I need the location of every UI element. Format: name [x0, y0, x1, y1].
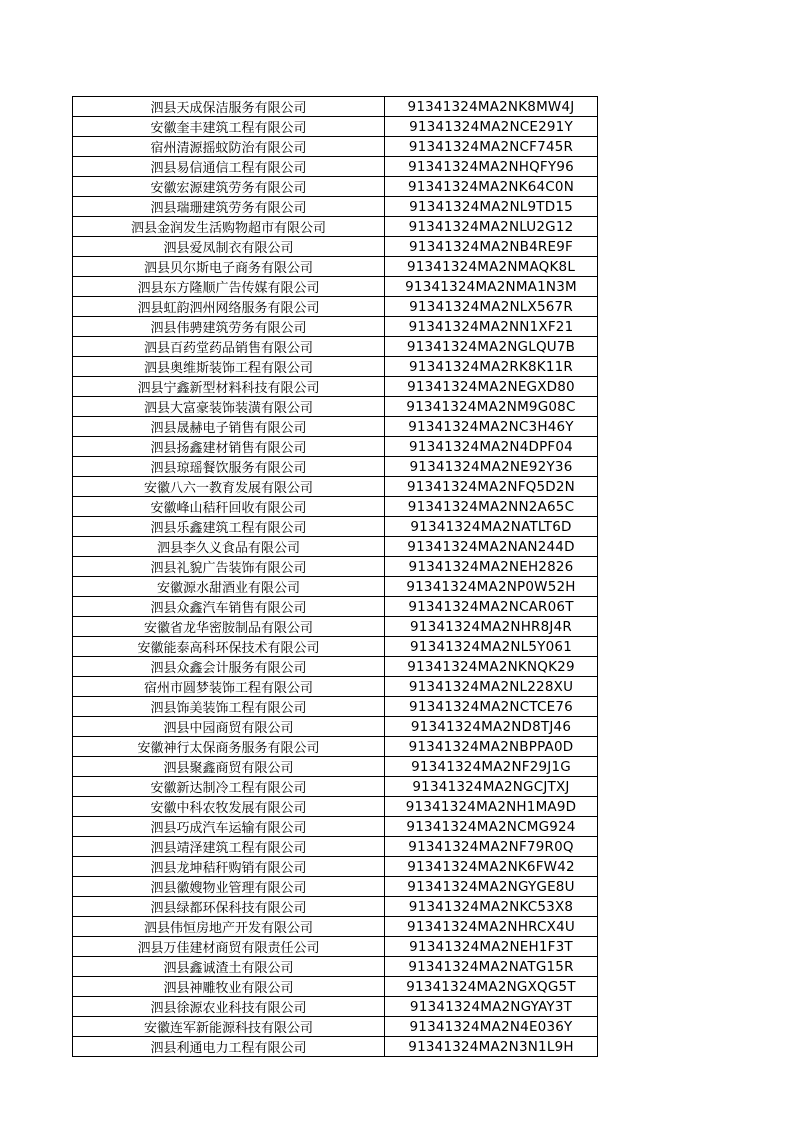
- credit-code-cell: 91341324MA2NF29J1G: [385, 757, 598, 777]
- table-row: [73, 197, 598, 217]
- table-row: [73, 957, 598, 977]
- credit-code-cell: 91341324MA2RK8K11R: [385, 357, 598, 377]
- table-row: [73, 337, 598, 357]
- credit-code-cell: 91341324MA2NGYGE8U: [385, 877, 598, 897]
- credit-code-cell: 91341324MA2NF79R0Q: [385, 837, 598, 857]
- table-row: [73, 457, 598, 477]
- company-name-cell: 泗县天成保洁服务有限公司: [73, 97, 385, 117]
- table-row: [73, 137, 598, 157]
- company-name-cell: 泗县龙坤秸秆购销有限公司: [73, 857, 385, 877]
- company-name-cell: 泗县宁鑫新型材料科技有限公司: [73, 377, 385, 397]
- table-row: [73, 537, 598, 557]
- company-name-cell: 泗县乐鑫建筑工程有限公司: [73, 517, 385, 537]
- table-row: [73, 1037, 598, 1057]
- company-name-cell: 安徽宏源建筑劳务有限公司: [73, 177, 385, 197]
- credit-code-cell: 91341324MA2NKNQK29: [385, 657, 598, 677]
- credit-code-cell: 91341324MA2NK64C0N: [385, 177, 598, 197]
- credit-code-cell: 91341324MA2NGYAY3T: [385, 997, 598, 1017]
- company-name-cell: 泗县扬鑫建材销售有限公司: [73, 437, 385, 457]
- credit-code-cell: 91341324MA2NCF745R: [385, 137, 598, 157]
- credit-code-cell: 91341324MA2NEH1F3T: [385, 937, 598, 957]
- credit-code-cell: 91341324MA2NK8MW4J: [385, 97, 598, 117]
- table-row: [73, 217, 598, 237]
- credit-code-cell: 91341324MA2NATLT6D: [385, 517, 598, 537]
- company-name-cell: 泗县徽嫂物业管理有限公司: [73, 877, 385, 897]
- company-name-cell: 安徽新达制冷工程有限公司: [73, 777, 385, 797]
- credit-code-cell: 91341324MA2NP0W52H: [385, 577, 598, 597]
- table-row: [73, 1017, 598, 1037]
- credit-code-cell: 91341324MA2NKC53X8: [385, 897, 598, 917]
- table-row: [73, 637, 598, 657]
- company-name-cell: 安徽峰山秸秆回收有限公司: [73, 497, 385, 517]
- table-row: [73, 277, 598, 297]
- table-row: [73, 357, 598, 377]
- company-name-cell: 宿州市圆梦装饰工程有限公司: [73, 677, 385, 697]
- company-name-cell: 泗县贝尔斯电子商务有限公司: [73, 257, 385, 277]
- credit-code-cell: 91341324MA2NEGXD80: [385, 377, 598, 397]
- table-row: [73, 697, 598, 717]
- company-name-cell: 宿州清源摇蚊防治有限公司: [73, 137, 385, 157]
- table-row: [73, 517, 598, 537]
- company-name-cell: 泗县金润发生活购物超市有限公司: [73, 217, 385, 237]
- company-name-cell: 泗县鑫诚渣土有限公司: [73, 957, 385, 977]
- company-name-cell: 安徽八六一教育发展有限公司: [73, 477, 385, 497]
- credit-code-cell: 91341324MA2NH1MA9D: [385, 797, 598, 817]
- company-name-cell: 泗县大富豪装饰装潢有限公司: [73, 397, 385, 417]
- credit-code-cell: 91341324MA2N3N1L9H: [385, 1037, 598, 1057]
- credit-code-cell: 91341324MA2NL5Y061: [385, 637, 598, 657]
- company-name-cell: 泗县伟恒房地产开发有限公司: [73, 917, 385, 937]
- table-row: [73, 297, 598, 317]
- table-row: [73, 977, 598, 997]
- company-name-cell: 泗县众鑫汽车销售有限公司: [73, 597, 385, 617]
- table-row: [73, 657, 598, 677]
- company-name-cell: 泗县众鑫会计服务有限公司: [73, 657, 385, 677]
- table-row: [73, 557, 598, 577]
- table-row: [73, 177, 598, 197]
- table-row: [73, 597, 598, 617]
- company-name-cell: 泗县晟赫电子销售有限公司: [73, 417, 385, 437]
- table-row: [73, 437, 598, 457]
- credit-code-cell: 91341324MA2NCAR06T: [385, 597, 598, 617]
- table-row: [73, 757, 598, 777]
- company-name-cell: 泗县礼貌广告装饰有限公司: [73, 557, 385, 577]
- table-row: [73, 157, 598, 177]
- company-name-cell: 泗县琼瑶餐饮服务有限公司: [73, 457, 385, 477]
- credit-code-cell: 91341324MA2NMAQK8L: [385, 257, 598, 277]
- credit-code-cell: 91341324MA2NEH2826: [385, 557, 598, 577]
- company-name-cell: 泗县李久义食品有限公司: [73, 537, 385, 557]
- table-row: [73, 377, 598, 397]
- table-row: [73, 717, 598, 737]
- table-row: [73, 477, 598, 497]
- table-row: [73, 737, 598, 757]
- credit-code-cell: 91341324MA2N4DPF04: [385, 437, 598, 457]
- credit-code-cell: 91341324MA2NC3H46Y: [385, 417, 598, 437]
- credit-code-cell: 91341324MA2NHRCX4U: [385, 917, 598, 937]
- company-name-cell: 安徽能泰高科环保技术有限公司: [73, 637, 385, 657]
- company-name-cell: 安徽神行太保商务服务有限公司: [73, 737, 385, 757]
- credit-code-cell: 91341324MA2NFQ5D2N: [385, 477, 598, 497]
- table-row: [73, 497, 598, 517]
- company-name-cell: 泗县易信通信工程有限公司: [73, 157, 385, 177]
- table-row: [73, 857, 598, 877]
- table-row: [73, 317, 598, 337]
- company-table-body: [73, 97, 598, 1057]
- table-row: [73, 877, 598, 897]
- company-name-cell: 安徽源水甜酒业有限公司: [73, 577, 385, 597]
- credit-code-cell: 91341324MA2NN1XF21: [385, 317, 598, 337]
- table-row: [73, 117, 598, 137]
- credit-code-cell: 91341324MA2NM9G08C: [385, 397, 598, 417]
- credit-code-cell: 91341324MA2NCTCE76: [385, 697, 598, 717]
- company-name-cell: 泗县利通电力工程有限公司: [73, 1037, 385, 1057]
- table-row: [73, 397, 598, 417]
- company-name-cell: 泗县瑞珊建筑劳务有限公司: [73, 197, 385, 217]
- company-name-cell: 泗县徐源农业科技有限公司: [73, 997, 385, 1017]
- credit-code-cell: 91341324MA2NK6FW42: [385, 857, 598, 877]
- table-row: [73, 897, 598, 917]
- table-row: [73, 237, 598, 257]
- company-name-cell: 泗县中园商贸有限公司: [73, 717, 385, 737]
- credit-code-cell: 91341324MA2NCMG924: [385, 817, 598, 837]
- credit-code-cell: 91341324MA2NLU2G12: [385, 217, 598, 237]
- credit-code-cell: 91341324MA2NGXQG5T: [385, 977, 598, 997]
- company-name-cell: 安徽奎丰建筑工程有限公司: [73, 117, 385, 137]
- credit-code-cell: 91341324MA2NAN244D: [385, 537, 598, 557]
- table-row: [73, 417, 598, 437]
- credit-code-cell: 91341324MA2NBPPA0D: [385, 737, 598, 757]
- table-row: [73, 97, 598, 117]
- credit-code-cell: 91341324MA2ND8TJ46: [385, 717, 598, 737]
- credit-code-cell: 91341324MA2NHQFY96: [385, 157, 598, 177]
- company-name-cell: 泗县聚鑫商贸有限公司: [73, 757, 385, 777]
- company-name-cell: 泗县神雕牧业有限公司: [73, 977, 385, 997]
- company-name-cell: 泗县绿都环保科技有限公司: [73, 897, 385, 917]
- credit-code-cell: 91341324MA2NE92Y36: [385, 457, 598, 477]
- company-name-cell: 泗县爱凤制衣有限公司: [73, 237, 385, 257]
- company-name-cell: 泗县东方隆顺广告传媒有限公司: [73, 277, 385, 297]
- table-row: [73, 777, 598, 797]
- table-row: [73, 797, 598, 817]
- table-row: [73, 837, 598, 857]
- credit-code-cell: 91341324MA2NL9TD15: [385, 197, 598, 217]
- company-table: [72, 96, 598, 1057]
- company-name-cell: 泗县饰美装饰工程有限公司: [73, 697, 385, 717]
- credit-code-cell: 91341324MA2NL228XU: [385, 677, 598, 697]
- company-name-cell: 泗县靖泽建筑工程有限公司: [73, 837, 385, 857]
- credit-code-cell: 91341324MA2NB4RE9F: [385, 237, 598, 257]
- credit-code-cell: 91341324MA2NGLQU7B: [385, 337, 598, 357]
- company-name-cell: 安徽连军新能源科技有限公司: [73, 1017, 385, 1037]
- table-row: [73, 577, 598, 597]
- company-name-cell: 泗县伟骋建筑劳务有限公司: [73, 317, 385, 337]
- company-name-cell: 泗县巧成汽车运输有限公司: [73, 817, 385, 837]
- credit-code-cell: 91341324MA2NHR8J4R: [385, 617, 598, 637]
- table-row: [73, 257, 598, 277]
- company-name-cell: 泗县奥维斯装饰工程有限公司: [73, 357, 385, 377]
- table-row: [73, 917, 598, 937]
- company-name-cell: 泗县虹韵泗州网络服务有限公司: [73, 297, 385, 317]
- credit-code-cell: 91341324MA2NATG15R: [385, 957, 598, 977]
- table-row: [73, 997, 598, 1017]
- company-name-cell: 泗县百药堂药品销售有限公司: [73, 337, 385, 357]
- table-row: [73, 937, 598, 957]
- company-name-cell: 泗县万佳建材商贸有限责任公司: [73, 937, 385, 957]
- table-row: [73, 677, 598, 697]
- credit-code-cell: 91341324MA2NLX567R: [385, 297, 598, 317]
- company-name-cell: 安徽中科农牧发展有限公司: [73, 797, 385, 817]
- credit-code-cell: 91341324MA2NCE291Y: [385, 117, 598, 137]
- company-name-cell: 安徽省龙华密胺制品有限公司: [73, 617, 385, 637]
- credit-code-cell: 91341324MA2N4E036Y: [385, 1017, 598, 1037]
- credit-code-cell: 91341324MA2NGCJTXJ: [385, 777, 598, 797]
- credit-code-cell: 91341324MA2NMA1N3M: [385, 277, 598, 297]
- table-row: [73, 617, 598, 637]
- credit-code-cell: 91341324MA2NN2A65C: [385, 497, 598, 517]
- table-row: [73, 817, 598, 837]
